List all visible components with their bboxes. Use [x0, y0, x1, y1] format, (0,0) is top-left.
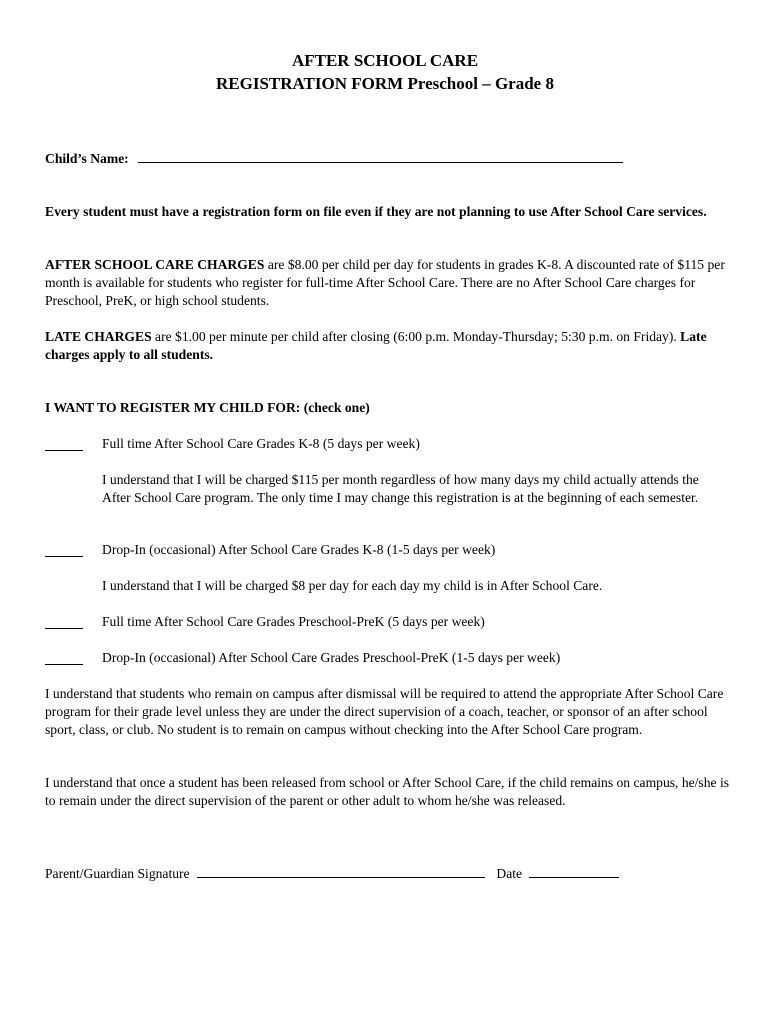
- child-name-field[interactable]: [138, 148, 623, 163]
- charges-text: are $8.00 per child per day for students in grades K-8. A discounted rate of $115 per month is available for students who register for full-time After School Care. There are no After School Care charges for Preschool, PreK, or high school students.: [45, 257, 725, 308]
- charges-heading: AFTER SCHOOL CARE CHARGES: [45, 257, 265, 272]
- late-charges-heading: LATE CHARGES: [45, 329, 152, 344]
- form-title-line2: REGISTRATION FORM Preschool – Grade 8: [216, 74, 554, 93]
- checkbox-blank[interactable]: [45, 649, 83, 665]
- option-label: Drop-In (occasional) After School Care Grades K-8 (1-5 days per week): [102, 542, 496, 557]
- date-label: Date: [496, 866, 523, 881]
- signature-row: [45, 863, 735, 883]
- supervision-paragraph: I understand that students who remain on campus after dismissal will be required to attend the appropriate After School Care program for their grade level unless they are under the direct supervision of a coach, teacher, or sponsor of an after school sport, class, or club. No student is to remain on campus without checking into the After School Care program.: [45, 686, 724, 737]
- release-paragraph: I understand that once a student has been released from school or After School Care, if the child remains on campus, he/she is to remain under the direct supervision of the parent or other adult to whom he/she was released.: [45, 775, 730, 808]
- date-field[interactable]: [529, 863, 619, 878]
- option-fulltime-k8-note: I understand that I will be charged $115 per month regardless of how many days my child actually attends the After School Care program. The only time I may change this registration is at the beginning of each semester.: [102, 472, 699, 505]
- option-label: Full time After School Care Grades K-8 (5 days per week): [102, 436, 420, 451]
- checkbox-blank[interactable]: [45, 435, 83, 451]
- option-dropin-k8-note: I understand that I will be charged $8 per day for each day my child is in After School Care.: [102, 578, 603, 593]
- child-name-row: [45, 148, 735, 168]
- late-charges-text: are $1.00 per minute per child after closing (6:00 p.m. Monday-Thursday; 5:30 p.m. on Friday).: [151, 329, 681, 344]
- signature-label: Parent/Guardian Signature: [45, 866, 190, 881]
- signature-field[interactable]: [197, 863, 485, 878]
- form-title-line1: AFTER SCHOOL CARE: [291, 51, 479, 70]
- charges-paragraph: [45, 256, 735, 310]
- option-label: Full time After School Care Grades Preschool-PreK (5 days per week): [102, 614, 485, 629]
- registration-notice: Every student must have a registration form on file even if they are not planning to use After School Care services.: [45, 204, 707, 219]
- late-charges-emphasis: Late charges apply to all students.: [45, 329, 707, 362]
- checkbox-blank[interactable]: [45, 613, 83, 629]
- child-name-label: Child’s Name:: [45, 151, 129, 166]
- late-charges-paragraph: [45, 328, 735, 364]
- option-label: Drop-In (occasional) After School Care Grades Preschool-PreK (1-5 days per week): [102, 650, 561, 665]
- register-heading: I WANT TO REGISTER MY CHILD FOR: (check one): [45, 400, 370, 415]
- checkbox-blank[interactable]: [45, 541, 83, 557]
